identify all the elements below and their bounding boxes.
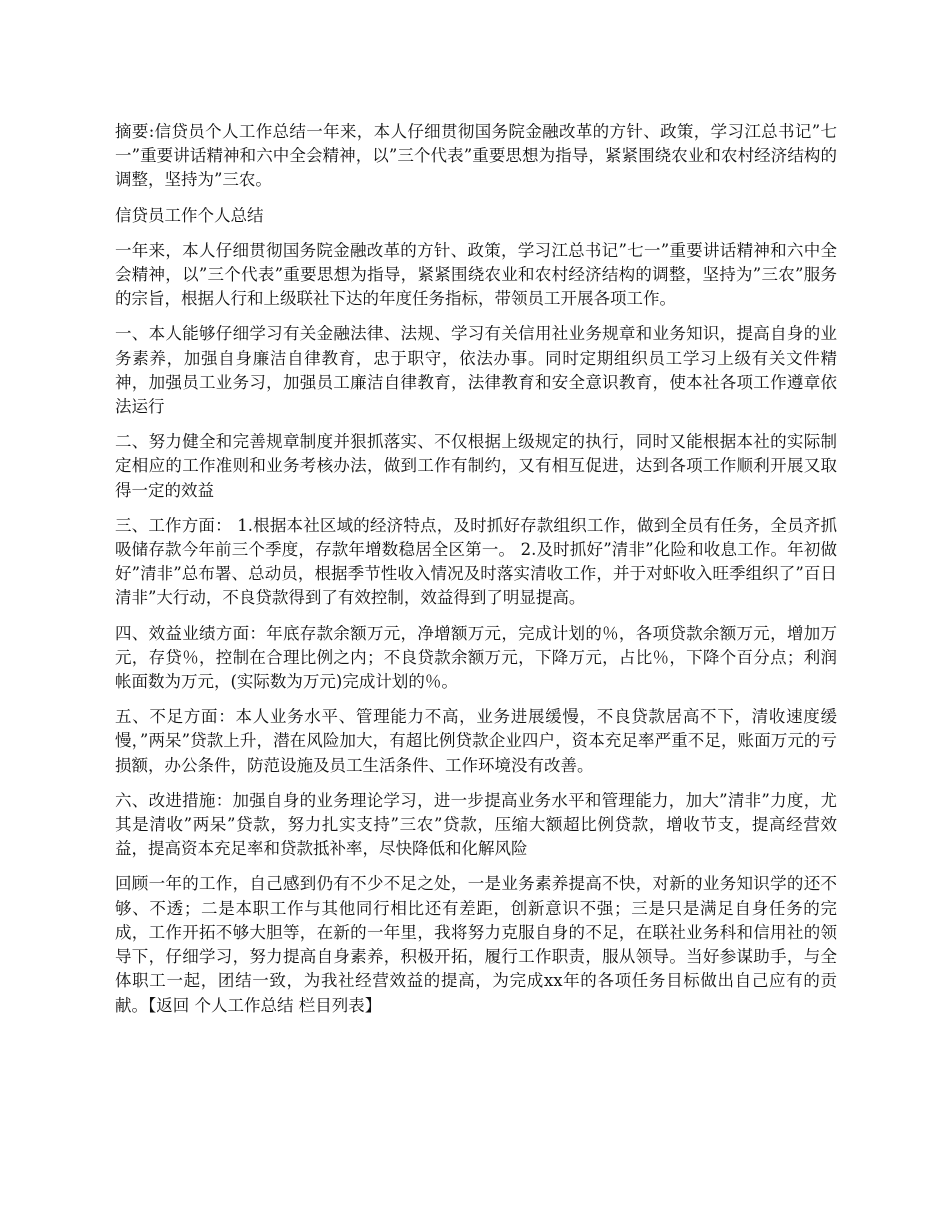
section-5-shortcomings-paragraph: 五、不足方面：本人业务水平、管理能力不高，业务进展缓慢，不良贷款居高不下，清收速度缓慢，”两呆”贷款上升，潜在风险加大，有超比例贷款企业四户，资本充足率严重不足，账面万元的亏损额，办公条件，防范设施及员工生活条件、工作环境没有改善。 xyxy=(115,707,837,775)
section-1-study-paragraph: 一、本人能够仔细学习有关金融法律、法规、学习有关信用社业务规章和业务知识，提高自身的业务素养，加强自身廉洁自律教育，忠于职守，依法办事。同时定期组织员工学习上级有关文件精神，加强员工业务习，加强员工廉洁自律教育，法律教育和安全意识教育，使本社各项工作遵章依法运行 xyxy=(115,324,837,417)
review-paragraph: 回顾一年的工作，自己感到仍有不少不足之处，一是业务素养提高不快，对新的业务知识学的还不够、不透；二是本职工作与其他同行相比还有差距，创新意识不强；三是只是满足自身任务的完成，工作开拓不够大胆等，在新的一年里，我将努力克服自身的不足，在联社业务科和信用社的领导下，仔细学习，努力提高自身素养，积极开拓，履行工作职责，服从领导。当好参谋助手，与全体职工一起，团结一致，为我社经营效益的提高，为完成xx年的各项任务目标做出自己应有的贡献。【返回 个人工作总结 栏目列表】 xyxy=(115,874,837,1015)
document-body xyxy=(115,120,837,1029)
section-4-performance-paragraph: 四、效益业绩方面：年底存款余额万元，净增额万元，完成计划的％，各项贷款余额万元，增加万元，存贷％，控制在合理比例之内；不良贷款余额万元，下降万元，占比％，下降个百分点；利润帐面数为万元，(实际数为万元)完成计划的％。 xyxy=(115,623,837,692)
abstract-paragraph: 摘要:信贷员个人工作总结一年来，本人仔细贯彻国务院金融改革的方针、政策，学习江总书记”七一”重要讲话精神和六中全会精神，以”三个代表”重要思想为指导，紧紧围绕农业和农村经济结构的调整，坚持为”三农。 xyxy=(115,122,837,190)
intro-paragraph: 一年来，本人仔细贯彻国务院金融改革的方针、政策，学习江总书记”七一”重要讲话精神和六中全会精神，以”三个代表”重要思想为指导，紧紧围绕农业和农村经济结构的调整，坚持为”三农”服务的宗旨，根据人行和上级联社下达的年度任务指标，带领员工开展各项工作。 xyxy=(115,240,837,309)
section-2-rules-paragraph: 二、努力健全和完善规章制度并狠抓落实、不仅根据上级规定的执行，同时又能根据本社的实际制定相应的工作准则和业务考核办法，做到工作有制约，又有相互促进，达到各项工作顺利开展又取得一定的效益 xyxy=(115,432,837,500)
section-3-work-paragraph: 三、工作方面： 1.根据本社区域的经济特点，及时抓好存款组织工作，做到全员有任务，全员齐抓吸储存款今年前三个季度，存款年增数稳居全区第一。 2.及时抓好”清非”化险和收息工作。年初做好”清非”总布署、总动员，根据季节性收入情况及时落实清收工作，并于对虾收入旺季组织了”百日清非”大行动，不良贷款得到了有效控制，效益得到了明显提高。 xyxy=(115,515,837,608)
document-title: 信贷员工作个人总结 xyxy=(115,205,264,225)
section-6-improvements-paragraph: 六、改进措施：加强自身的业务理论学习，进一步提高业务水平和管理能力，加大”清非”力度，尤其是清收”两呆”贷款，努力扎实支持”三农”贷款，压缩大额超比例贷款，增收节支，提高经营效益，提高资本充足率和贷款抵补率，尽快降低和化解风险 xyxy=(115,790,837,859)
